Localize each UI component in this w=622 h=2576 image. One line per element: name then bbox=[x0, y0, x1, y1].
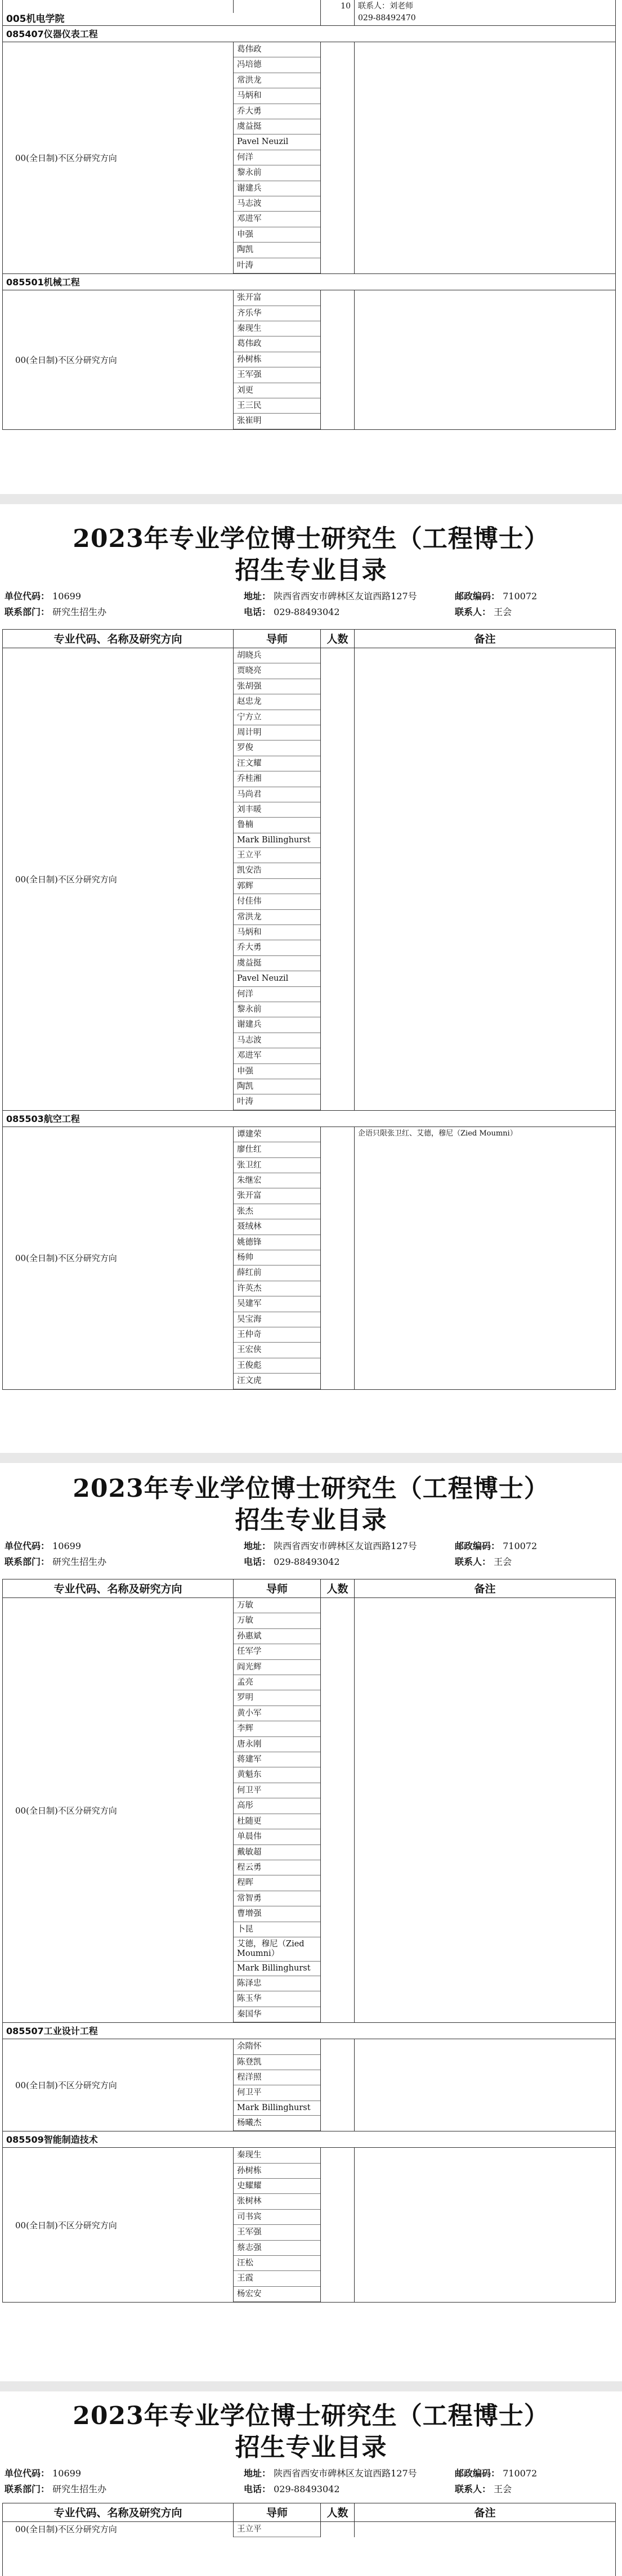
advisor-name: 凯安浩 bbox=[234, 863, 320, 878]
advisor-name: 鲁楠 bbox=[234, 818, 320, 833]
advisor-name: 秦现生 bbox=[234, 2148, 320, 2163]
advisor-name: 乔桂湘 bbox=[234, 771, 320, 787]
page-subtitle: 招生专业目录 bbox=[235, 2433, 387, 2462]
advisor-name: 汪文虎 bbox=[234, 1374, 320, 1389]
advisor-name: 申强 bbox=[234, 227, 320, 243]
advisor-name: 虞益挺 bbox=[234, 119, 320, 134]
page-subtitle: 招生专业目录 bbox=[235, 1506, 387, 1534]
page-header: 2023年专业学位博士研究生（工程博士） 招生专业目录 单位代码： 10699 地址： 陕西省西安市碑林区友谊西路127号 邮政编码： 710072 联系部门： 研究生招生办 电话： 029-88493042 联系人： 王会 bbox=[0, 1473, 622, 1570]
advisor-name: 王军强 bbox=[234, 367, 320, 383]
advisor-name: Pavel Neuzil bbox=[234, 971, 320, 986]
column-header-row: 专业代码、名称及研究方向 导师 人数 备注 bbox=[3, 1579, 615, 1598]
advisor-name: 艾德，穆尼（Zied Moumni） bbox=[234, 1937, 320, 1962]
advisor-name: 张卫红 bbox=[234, 1158, 320, 1173]
major-block bbox=[3, 42, 615, 273]
advisor-name: 何洋 bbox=[234, 987, 320, 1002]
advisor-name: 汪文耀 bbox=[234, 756, 320, 771]
advisor-name: 张胡强 bbox=[234, 679, 320, 694]
catalog-table-page3 bbox=[2, 1579, 616, 2303]
advisor-name: 蒋建军 bbox=[234, 1752, 320, 1767]
advisor-name: 邓进军 bbox=[234, 1048, 320, 1063]
advisor-name: 姚德锋 bbox=[234, 1235, 320, 1250]
advisor-name: 万敏 bbox=[234, 1613, 320, 1628]
advisor-name: 朱继宏 bbox=[234, 1173, 320, 1188]
research-direction: 00(全日制)不区分研究方向 bbox=[3, 1127, 234, 1389]
advisor-name: 胡晓兵 bbox=[234, 648, 320, 663]
advisor-name: Mark Billinghurst bbox=[234, 833, 320, 848]
advisor-name: 何卫平 bbox=[234, 1783, 320, 1798]
advisor-name: 杨宏安 bbox=[234, 2287, 320, 2302]
advisor-name: 马炳和 bbox=[234, 925, 320, 940]
advisor-name: 王三民 bbox=[234, 398, 320, 414]
advisor-name: 黄小军 bbox=[234, 1706, 320, 1721]
advisor-list bbox=[234, 2148, 321, 2302]
advisor-name: 单晨伟 bbox=[234, 1829, 320, 1845]
advisor-name: 李辉 bbox=[234, 1721, 320, 1736]
advisor-name: 陈泽忠 bbox=[234, 1976, 320, 1991]
advisor-name: 杨帅 bbox=[234, 1250, 320, 1265]
page-separator bbox=[0, 1453, 622, 1463]
page-subtitle: 招生专业目录 bbox=[235, 556, 387, 585]
advisor-name: 常洪龙 bbox=[234, 73, 320, 88]
advisor-name: 王立平 bbox=[234, 2522, 320, 2537]
advisor-name: 张开富 bbox=[234, 1188, 320, 1204]
advisor-name: 万敏 bbox=[234, 1598, 320, 1613]
major-block bbox=[3, 2522, 615, 2537]
advisor-name: 葛伟政 bbox=[234, 336, 320, 352]
phone: 029-88493042 bbox=[274, 607, 340, 617]
advisor-name: 张崔明 bbox=[234, 414, 320, 429]
advisor-name: 何洋 bbox=[234, 150, 320, 165]
page-separator bbox=[0, 494, 622, 504]
advisor-name: 王仲奇 bbox=[234, 1327, 320, 1343]
major-block bbox=[3, 1598, 615, 2022]
advisor-name: 齐乐华 bbox=[234, 306, 320, 321]
major-block bbox=[3, 2039, 615, 2131]
note-cell: 联系人：刘老师 bbox=[358, 2, 413, 11]
research-direction: 00(全日制)不区分研究方向 bbox=[3, 42, 234, 273]
advisor-name: 杜随更 bbox=[234, 1814, 320, 1829]
advisor-name: 何卫平 bbox=[234, 2085, 320, 2101]
column-header-row: 专业代码、名称及研究方向 导师 人数 备注 bbox=[3, 629, 615, 648]
advisor-name: 阎光辉 bbox=[234, 1660, 320, 1675]
advisor-name: 许英杰 bbox=[234, 1281, 320, 1296]
advisor-name: 司书宾 bbox=[234, 2210, 320, 2225]
advisor-name: 孙树栋 bbox=[234, 2164, 320, 2179]
advisor-name: 程洋照 bbox=[234, 2070, 320, 2085]
school-name: 005机电学院 bbox=[6, 14, 65, 25]
advisor-name: 刘更 bbox=[234, 383, 320, 398]
advisor-name: Mark Billinghurst bbox=[234, 1962, 320, 1976]
major-block bbox=[3, 290, 615, 429]
advisor-name: 王霞 bbox=[234, 2271, 320, 2286]
advisor-name: 叶涛 bbox=[234, 1094, 320, 1110]
advisor-name: 郭辉 bbox=[234, 879, 320, 894]
department: 研究生招生办 bbox=[52, 607, 107, 617]
advisor-name: 孙惠斌 bbox=[234, 1629, 320, 1644]
advisor-name: 宁方立 bbox=[234, 710, 320, 725]
advisor-name: 黎永前 bbox=[234, 1002, 320, 1017]
advisor-name: 乔大勇 bbox=[234, 940, 320, 955]
research-direction: 00(全日制)不区分研究方向 bbox=[3, 290, 234, 429]
address: 陕西省西安市碑林区友谊西路127号 bbox=[274, 591, 417, 602]
advisor-name: 吴建军 bbox=[234, 1296, 320, 1312]
advisor-name: 张杰 bbox=[234, 1204, 320, 1219]
column-header-row: 专业代码、名称及研究方向 导师 人数 备注 bbox=[3, 2503, 615, 2522]
advisor-list bbox=[234, 648, 321, 1110]
note-cell: 企语只限张卫红、艾德，穆尼（Zied Moumni） bbox=[358, 1129, 517, 1138]
advisor-list bbox=[234, 2522, 321, 2537]
advisor-name: 卜昆 bbox=[234, 1922, 320, 1937]
major-header: 085407仪器仪表工程 bbox=[3, 25, 615, 42]
major-header: 085503航空工程 bbox=[3, 1110, 615, 1127]
advisor-name: 蔡志强 bbox=[234, 2241, 320, 2256]
catalog-table-page1: 10 联系人：刘老师 005机电学院 029-88492470 085407仪器仪表工程 00(全日制)不区分研究方向 葛伟政 冯培德 常洪龙 马炳和 乔大勇 虞益挺 Pavel Neuzil 何洋 黎永前 谢建兵 马志波 邓进军 申强 陶凯 叶涛 085501机械工程 00(全日制)不区分研究方向 张开富 齐乐华 秦现生 葛伟政 孙树栋 王军强 刘更 王三民 张崔明 bbox=[2, 0, 616, 430]
advisor-list bbox=[234, 1598, 321, 2022]
advisor-list bbox=[234, 2039, 321, 2131]
research-direction: 00(全日制)不区分研究方向 bbox=[3, 1598, 234, 2022]
advisor-name: 史耀耀 bbox=[234, 2179, 320, 2194]
advisor-name: 高彤 bbox=[234, 1798, 320, 1814]
page-separator bbox=[0, 2381, 622, 2391]
advisor-name: 孟亮 bbox=[234, 1675, 320, 1690]
advisor-name: 马尚君 bbox=[234, 787, 320, 802]
research-direction: 00(全日制)不区分研究方向 bbox=[3, 2039, 234, 2131]
advisor-name: 付佳伟 bbox=[234, 894, 320, 909]
advisor-name: 任军学 bbox=[234, 1644, 320, 1659]
advisor-name: 邓进军 bbox=[234, 212, 320, 227]
advisor-list bbox=[234, 42, 321, 273]
postcode: 710072 bbox=[503, 591, 538, 602]
advisor-name: 余隋怀 bbox=[234, 2039, 320, 2054]
advisor-name: 秦国华 bbox=[234, 2007, 320, 2022]
advisor-name: 王宏侠 bbox=[234, 1343, 320, 1358]
catalog-table-page2 bbox=[2, 629, 616, 1390]
advisor-name: 吴宝海 bbox=[234, 1312, 320, 1327]
major-block bbox=[3, 1127, 615, 1389]
advisor-name: 张开富 bbox=[234, 290, 320, 306]
page-header: 2023年专业学位博士研究生（工程博士） 招生专业目录 单位代码： 10699 地址： 陕西省西安市碑林区友谊西路127号 邮政编码： 710072 联系部门： 研究生招生办 电话： 029-88493042 联系人： 王会 bbox=[0, 2400, 622, 2497]
advisor-name: 常洪龙 bbox=[234, 910, 320, 925]
advisor-name: Pavel Neuzil bbox=[234, 134, 320, 150]
prev-major-tail bbox=[3, 0, 615, 13]
advisor-name: 谢建兵 bbox=[234, 1017, 320, 1033]
page-title: 2023年专业学位博士研究生（工程博士） bbox=[73, 2402, 549, 2430]
advisor-name: 赵忠龙 bbox=[234, 694, 320, 710]
advisor-name: 廖仕红 bbox=[234, 1142, 320, 1157]
major-header: 085507工业设计工程 bbox=[3, 2022, 615, 2039]
major-header: 085509智能制造技术 bbox=[3, 2131, 615, 2148]
contact: 王会 bbox=[494, 607, 512, 617]
advisor-name: 杨曦杰 bbox=[234, 2116, 320, 2131]
page-header: 2023年专业学位博士研究生（工程博士） 招生专业目录 单位代码： 10699 地址： 陕西省西安市碑林区友谊西路127号 邮政编码： 710072 联系部门： 研究生招生办 电话： 029-88493042 联系人： 王会 bbox=[0, 523, 622, 620]
advisor-name: 曹增强 bbox=[234, 1906, 320, 1922]
major-header: 085501机械工程 bbox=[3, 273, 615, 290]
advisor-name: 马炳和 bbox=[234, 88, 320, 104]
advisor-name: 陈玉华 bbox=[234, 1991, 320, 2007]
advisor-name: 薛红前 bbox=[234, 1265, 320, 1281]
catalog-table-page4 bbox=[2, 2503, 616, 2576]
advisor-name: 程晖 bbox=[234, 1875, 320, 1891]
advisor-name: 秦现生 bbox=[234, 321, 320, 336]
advisor-name: 黄魁东 bbox=[234, 1767, 320, 1783]
major-block bbox=[3, 2148, 615, 2302]
research-direction: 00(全日制)不区分研究方向 bbox=[3, 648, 234, 1110]
page-title: 2023年专业学位博士研究生（工程博士） bbox=[73, 524, 549, 553]
advisor-name: 汪松 bbox=[234, 2256, 320, 2271]
advisor-name: 王立平 bbox=[234, 848, 320, 863]
advisor-name: Mark Billinghurst bbox=[234, 2101, 320, 2116]
advisor-name: 冯培德 bbox=[234, 57, 320, 73]
advisor-name: 陶凯 bbox=[234, 243, 320, 258]
advisor-name: 罗明 bbox=[234, 1690, 320, 1706]
advisor-list bbox=[234, 1127, 321, 1389]
advisor-name: 陶凯 bbox=[234, 1079, 320, 1094]
advisor-name: 常智勇 bbox=[234, 1891, 320, 1906]
advisor-name: 王俊彪 bbox=[234, 1358, 320, 1374]
advisor-name: 马志波 bbox=[234, 1033, 320, 1048]
advisor-name: 孙树栋 bbox=[234, 352, 320, 367]
advisor-name: 葛伟政 bbox=[234, 42, 320, 57]
advisor-name: 刘丰暖 bbox=[234, 802, 320, 818]
research-direction: 00(全日制)不区分研究方向 bbox=[3, 2522, 234, 2537]
advisor-name: 黎永前 bbox=[234, 165, 320, 181]
advisor-name: 聂绒林 bbox=[234, 1219, 320, 1235]
advisor-name: 马志波 bbox=[234, 196, 320, 212]
research-direction: 00(全日制)不区分研究方向 bbox=[3, 2148, 234, 2302]
advisor-name: 程云勇 bbox=[234, 1860, 320, 1875]
advisor-name: 王军强 bbox=[234, 2225, 320, 2240]
major-block bbox=[3, 648, 615, 1110]
advisor-name: 申强 bbox=[234, 1064, 320, 1079]
advisor-name: 周计明 bbox=[234, 725, 320, 741]
advisor-name: 戴敏超 bbox=[234, 1845, 320, 1860]
advisor-name: 虞益挺 bbox=[234, 956, 320, 971]
advisor-name: 张树林 bbox=[234, 2194, 320, 2209]
advisor-name: 陈登凯 bbox=[234, 2055, 320, 2070]
advisor-name: 谭建荣 bbox=[234, 1127, 320, 1142]
advisor-list bbox=[234, 290, 321, 429]
quota-value: 10 bbox=[321, 0, 355, 13]
advisor-name: 贾晓亮 bbox=[234, 663, 320, 679]
advisor-name: 谢建兵 bbox=[234, 181, 320, 196]
advisor-name: 唐永刚 bbox=[234, 1737, 320, 1752]
advisor-name: 叶涛 bbox=[234, 258, 320, 273]
page-title: 2023年专业学位博士研究生（工程博士） bbox=[73, 1474, 549, 1503]
advisor-name: 乔大勇 bbox=[234, 104, 320, 119]
advisor-name: 罗俊 bbox=[234, 741, 320, 756]
unit-code: 10699 bbox=[52, 591, 82, 602]
